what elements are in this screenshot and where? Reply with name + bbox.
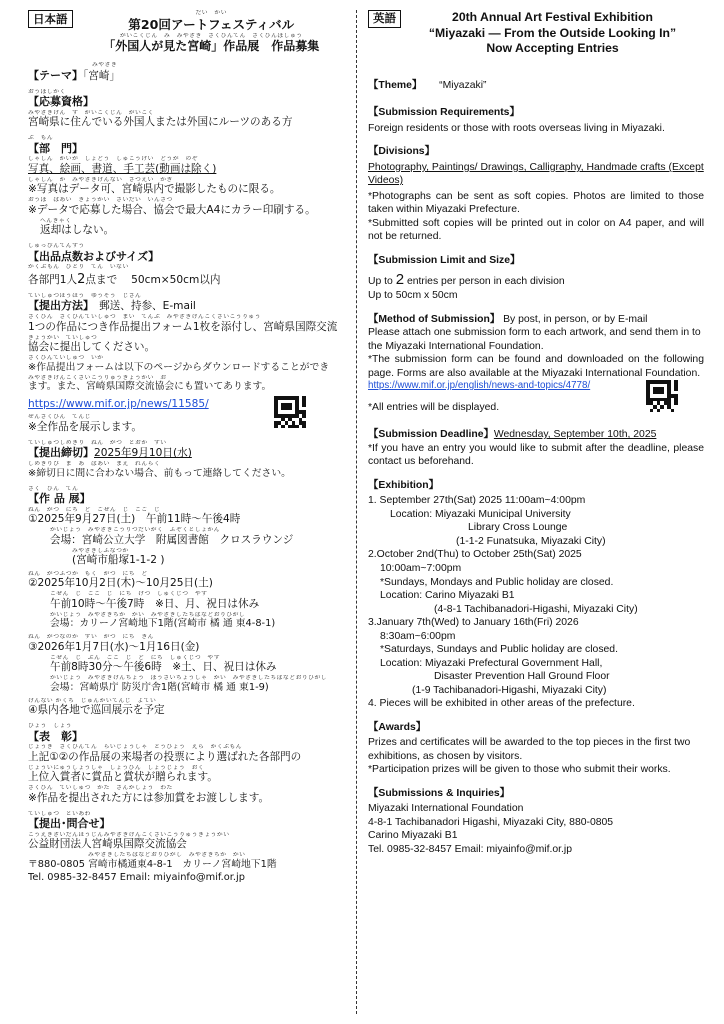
en-theme-section <box>368 79 704 93</box>
en-title-line1: 20th Annual Art Festival Exhibition <box>452 10 653 24</box>
ruby: ていしゅつほうほう ゆうそう じさん <box>28 292 142 299</box>
en-qr-code[interactable] <box>646 380 678 412</box>
ruby: ていしゅつしめきり ねん がつ とおか すい <box>28 439 167 446</box>
jp-limit-section <box>28 243 346 288</box>
ruby: ぜんさくひん てんじ <box>28 414 91 421</box>
jp-title-block <box>77 10 347 54</box>
en-title-line2: “Miyazaki — From the Outside Looking In” <box>428 25 677 40</box>
jp-limit-part: 点まで 50cm×50cm以内 <box>85 273 221 286</box>
ruby: しゅっぴんてんすう <box>28 243 85 250</box>
en-exhibition-heading: 【Exhibition】 <box>368 479 439 491</box>
en-limit-section <box>368 254 704 303</box>
en-exhibition-1-address: (1-1-2 Funatsuka, Miyazaki City) <box>456 535 606 547</box>
jp-method-section <box>28 293 346 435</box>
jp-contact-address: 〒880-0805 宮崎市橘通東4-8-1 カリーノ宮崎地下1階 <box>28 858 277 870</box>
en-exhibition-3-date: 3.January 7th(Wed) to January 16th(Fri) 2026 <box>368 617 579 629</box>
ruby: けんない かくち じゅんかいてんじ よてい <box>28 697 157 704</box>
jp-awards-text2: 上位入賞者に賞品と賞状が贈られます。 <box>28 771 218 784</box>
jp-exhibition-1-address: (宮崎市船塚1-1-2 ) <box>72 554 165 567</box>
ruby: かいじょう みやざきけんちょう ぼうさいちょうしゃ かい みやざきしたちばなどおりひがし <box>50 675 328 682</box>
en-contact-heading: 【Submissions & Inquiries】 <box>368 787 511 799</box>
en-awards-section <box>368 721 704 777</box>
en-exhibition-2-location: Location: Carino Miyazaki B1 <box>380 590 515 602</box>
column-divider <box>356 10 357 1014</box>
en-contact-building: Carino Miyazaki B1 <box>368 830 458 842</box>
en-title-line3: Now Accepting Entries <box>486 41 619 56</box>
en-method-section <box>368 313 704 415</box>
ruby: へんきゃく <box>40 217 72 224</box>
ruby: ごぜん じ ごご じ にち げつ しゅくじつ やす <box>50 591 208 598</box>
jp-contact-section <box>28 811 346 885</box>
ruby: ひょう しょう <box>28 723 73 730</box>
ruby: じょういにゅうしょうしゃ しょうひん しょうじょう おく <box>28 764 205 771</box>
ruby: ごぜん じ ぷん ごご じ ど にち しゅくじつ やす <box>50 654 221 661</box>
jp-awards-heading: 【表 彰】 <box>28 729 83 743</box>
jp-theme-value: 「宮崎」 <box>83 69 121 82</box>
jp-url-row <box>28 396 346 434</box>
ruby: じょうき さくひんてん らいじょうしゃ とうひょう えら かくぶもん <box>28 744 243 751</box>
jp-method-note3: ※全作品を展示します。 <box>28 420 142 433</box>
ruby: さくひん さくひんていしゅつ まい てんぷ みやざきけんこくさいこうりゅう <box>28 314 261 321</box>
jp-qr-code[interactable] <box>274 396 306 428</box>
jp-exhibition-2-venue: 会場：カリーノ宮崎地下1階(宮崎市 橘 通 東4-8-1) <box>50 618 276 630</box>
en-exhibition-3-location2: Disaster Prevention Hall Ground Floor <box>434 671 610 683</box>
en-divisions-text: Photography, Paintings/ Drawings, Calligraphy, Handmade crafts (Except Videos) <box>368 161 704 187</box>
en-method-heading: 【Method of Submission】 <box>368 313 501 325</box>
jp-deadline-section <box>28 440 346 481</box>
jp-exhibition-1-venue: 会場：宮崎公立大学 附属図書館 クロスラウンジ <box>50 533 294 546</box>
ruby: がいこくじん み みやざき さくひんてん さくひんぼしゅう <box>119 32 303 39</box>
en-exhibition-2-date: 2.October 2nd(Thu) to October 25th(Sat) 2025 <box>368 549 582 561</box>
en-deadline-section <box>368 428 704 469</box>
en-method-inline: By post, in person, or by E-mail <box>503 313 648 325</box>
ruby: おうぼ ばあい きょうかい さいだい いんさつ <box>28 197 173 204</box>
jp-divisions-heading: 【部 門】 <box>28 141 83 155</box>
ruby: おうぼしかく <box>28 88 66 95</box>
en-exhibition-1-location: Location: Miyazaki Municipal University <box>390 508 571 520</box>
jp-limit-heading: 【出品点数およびサイズ】 <box>28 249 160 263</box>
ruby: みやざきけん す がいこくじん がいこく <box>28 109 154 116</box>
jp-method-text1: 1つの作品につき作品提出フォーム1枚を添付し、宮崎県国際交流 <box>28 320 338 333</box>
en-contact-section <box>368 787 704 857</box>
jp-exhibition-2-date: ②2025年10月2日(木)～10月25日(土) <box>28 577 213 590</box>
en-method-note: *The submission form can be found and downloaded on the following page. Forms are also available at the Miyazaki International Foundation. <box>368 354 704 379</box>
ruby: さく ひん てん <box>28 485 79 492</box>
en-awards-note: *Participation prizes will be given to those who submit their works. <box>368 764 671 776</box>
jp-theme-label: 【テーマ】 <box>28 68 83 82</box>
en-awards-text: Prizes and certificates will be awarded to the top pieces in the first two exhibitions, as chosen by visitors. <box>368 737 691 762</box>
en-exhibition-3-location: Location: Miyazaki Prefectural Government Hall, <box>380 657 603 669</box>
ruby: みやざきしふなつか <box>72 547 129 554</box>
jp-exhibition-heading: 【作 品 展】 <box>28 492 91 506</box>
jp-header <box>28 10 346 54</box>
ruby: かいじょう みやざきちか かい みやざきしたちばなどおりひがし <box>50 611 246 618</box>
jp-language-tag: 日本語 <box>28 10 73 28</box>
en-title-block <box>401 10 704 57</box>
jp-limit-part: 各部門1人 <box>28 273 78 286</box>
jp-divisions-note2: ※データで応募した場合、協会で最大A4にカラー印刷する。 <box>28 203 316 216</box>
en-exhibition-2-time: 10:00am~7:00pm <box>380 562 462 574</box>
ruby: ぶ もん <box>28 135 54 142</box>
ruby: さくひん ていしゅつ かた さんかしょう わた <box>28 785 173 792</box>
en-method-note2: *All entries will be displayed. <box>368 401 500 413</box>
en-exhibition-1-date: 1. September 27th(Sat) 2025 11:00am~4:00pm <box>368 495 586 507</box>
en-limit-part: Up to <box>368 275 396 287</box>
jp-exhibition-section <box>28 486 346 719</box>
en-requirements-text: Foreign residents or those with roots overseas living in Miyazaki. <box>368 122 665 134</box>
jp-requirements-heading: 【応募資格】 <box>28 95 94 109</box>
en-limit-count: 2 <box>395 270 405 288</box>
ruby: しゃしん か みやざきけんない さつえい かぎ <box>28 176 173 183</box>
ruby: ねん がつ にち ど ごぜん じ ごご じ <box>28 506 161 513</box>
jp-divisions-section <box>28 135 346 238</box>
jp-deadline-value: 2025年9月10日(水) <box>94 447 192 460</box>
ruby: さくひんていしゅつ いか <box>28 355 104 362</box>
en-divisions-note2: *Submitted soft copies will be printed out in color on A4 paper, and will not be returned. <box>368 217 704 243</box>
en-awards-heading: 【Awards】 <box>368 721 427 733</box>
ruby: きょうかい ていしゅつ <box>28 334 98 341</box>
en-requirements-heading: 【Submission Requirements】 <box>368 107 520 119</box>
en-exhibition-3-address: (1-9 Tachibanadori-Higashi, Miyazaki City) <box>412 684 607 696</box>
en-theme-value: “Miyazaki” <box>439 79 487 91</box>
en-limit-heading: 【Submission Limit and Size】 <box>368 254 521 266</box>
jp-deadline-heading: 【提出締切】 <box>28 446 94 460</box>
jp-method-heading: 【提出方法】 <box>28 299 89 313</box>
jp-exhibition-4: ④県内各地で巡回展示を予定 <box>28 704 165 717</box>
jp-divisions-note3: 返却はしない。 <box>40 224 115 237</box>
en-limit-size: Up to 50cm x 50cm <box>368 290 458 301</box>
jp-exhibition-3-venue: 会場：宮崎県庁 防災庁舎1階(宮崎市 橘 通 東1-9) <box>50 681 269 693</box>
en-divisions-section <box>368 145 704 244</box>
jp-title-line2: 「外国人が見た宮崎」作品展 作品募集 <box>103 39 320 54</box>
en-exhibition-2-address: (4-8-1 Tachibanadori-Higashi, Miyazaki City) <box>434 603 638 615</box>
ruby: しめきりび ま あ ばあい まえ れんらく <box>28 461 161 468</box>
ruby: ねん がつふつか もく がつ にち ど <box>28 570 148 577</box>
ruby: だい かい <box>195 10 227 16</box>
jp-awards-text1: 上記①②の作品展の来場者の投票により選ばれた各部門の <box>28 750 302 763</box>
ruby: ねん がつなのか すい がつ にち きん <box>28 634 154 641</box>
ruby: みやざき <box>92 62 118 69</box>
ruby: かいじょう みやざきこうりつだいがく ふぞくとしょかん <box>50 527 221 534</box>
jp-limit-count: 2 <box>77 271 86 287</box>
jp-awards-section <box>28 723 346 805</box>
en-limit-text <box>368 270 704 290</box>
ruby: ていしゅつ といあわ <box>28 810 91 817</box>
jp-method-note1: ※作品提出フォームは以下のページからダウンロードすることができ <box>28 361 330 373</box>
ruby: みやざきしたちばなどおりひがし みやざきちか かい <box>88 852 246 859</box>
en-exhibition-section <box>368 479 704 711</box>
jp-limit-text <box>28 271 346 288</box>
ruby: しゃしん かいが しょどう しゅこうげい どうが のぞ <box>28 156 199 163</box>
en-deadline-note: *If you have an entry you would like to submit after the deadline, please contact us beforehand. <box>368 442 704 468</box>
en-url-row <box>368 380 704 414</box>
ruby: こうえきざいだんほうじんみやざきけんこくさいこうりゅうきょうかい <box>28 831 230 838</box>
en-deadline-value: Wednesday, September 10th, 2025 <box>493 429 657 441</box>
en-theme-label: 【Theme】 <box>368 79 423 91</box>
jp-form-link[interactable]: https://www.mif.or.jp/news/11585/ <box>28 398 209 411</box>
en-exhibition-2-note: *Sundays, Mondays and Public holiday are closed. <box>380 576 614 588</box>
english-column <box>368 10 704 1018</box>
jp-divisions-text: 写真、絵画、書道、手工芸(動画は除く) <box>28 162 217 175</box>
jp-title-line1: 第20回アートフェスティバル <box>128 16 295 32</box>
jp-divisions-note1: ※写真はデータ可、宮崎県内で撮影したものに限る。 <box>28 183 281 196</box>
jp-method-text2: 協会に提出してください。 <box>28 341 156 354</box>
en-header <box>368 10 704 57</box>
jp-contact-heading: 【提出･問合せ】 <box>28 817 111 831</box>
ruby: かくぶもん ひとり てん いない <box>28 264 129 271</box>
en-exhibition-3-note: *Saturdays, Sundays and Public holiday are closed. <box>380 644 618 656</box>
en-requirements-section <box>368 106 704 135</box>
ruby: みやざきけんこくさいこうりゅうきょうかい お <box>28 374 167 381</box>
jp-requirements-section <box>28 89 346 130</box>
jp-method-value: 郵送、持参、E-mail <box>88 300 196 313</box>
japanese-column <box>28 10 346 1018</box>
jp-exhibition-3-time: 午前8時30分～午後6時 ※土、日、祝日は休み <box>50 661 277 674</box>
en-exhibition-4: 4. Pieces will be exhibited in other areas of the prefecture. <box>368 698 635 710</box>
jp-contact-org: 公益財団法人宮崎県国際交流協会 <box>28 838 187 851</box>
en-exhibition-1-location2: Library Cross Lounge <box>468 522 568 534</box>
en-divisions-note1: *Photographs can be sent as soft copies. Photos are limited to those taken within Miyazaki Prefecture. <box>368 190 704 216</box>
jp-theme-section <box>28 62 346 83</box>
en-language-tag: 英語 <box>368 10 401 28</box>
en-contact-address: 4-8-1 Tachibanadori Higashi, Miyazaki City, 880-0805 <box>368 816 614 828</box>
en-form-link[interactable]: https://www.mif.or.jp/english/news-and-topics/4778/ <box>368 380 591 392</box>
jp-deadline-note: ※締切日に間に合わない場合、前もって連絡してください。 <box>28 467 291 479</box>
jp-method-note2: ます。また、宮崎県国際交流協会にも置いてあります。 <box>28 381 272 393</box>
jp-exhibition-1-date: ①2025年9月27日(土) 午前11時～午後4時 <box>28 513 241 526</box>
jp-awards-note: ※作品を提出された方には参加賞をお渡しします。 <box>28 791 270 804</box>
en-method-text: Please attach one submission form to each artwork, and send them in to the Miyazaki International Foundation. <box>368 327 701 352</box>
en-limit-part: entries per person in each division <box>404 275 565 287</box>
en-divisions-heading: 【Divisions】 <box>368 146 435 158</box>
jp-exhibition-3-date: ③2026年1月7日(水)～1月16日(金) <box>28 640 200 653</box>
en-contact-tel: Tel. 0985-32-8457 Email: miyainfo@mif.or.jp <box>368 843 573 855</box>
en-deadline-heading: 【Submission Deadline】 <box>368 429 494 441</box>
en-contact-org: Miyazaki International Foundation <box>368 803 524 815</box>
jp-exhibition-2-time: 午前10時～午後7時 ※日、月、祝日は休み <box>50 597 260 610</box>
en-exhibition-3-time: 8:30am~6:00pm <box>380 630 456 642</box>
jp-requirements-text: 宮崎県に住んでいる外国人または外国にルーツのある方 <box>28 116 293 129</box>
jp-contact-tel: Tel. 0985-32-8457 Email: miyainfo@mif.or.jp <box>28 871 245 883</box>
